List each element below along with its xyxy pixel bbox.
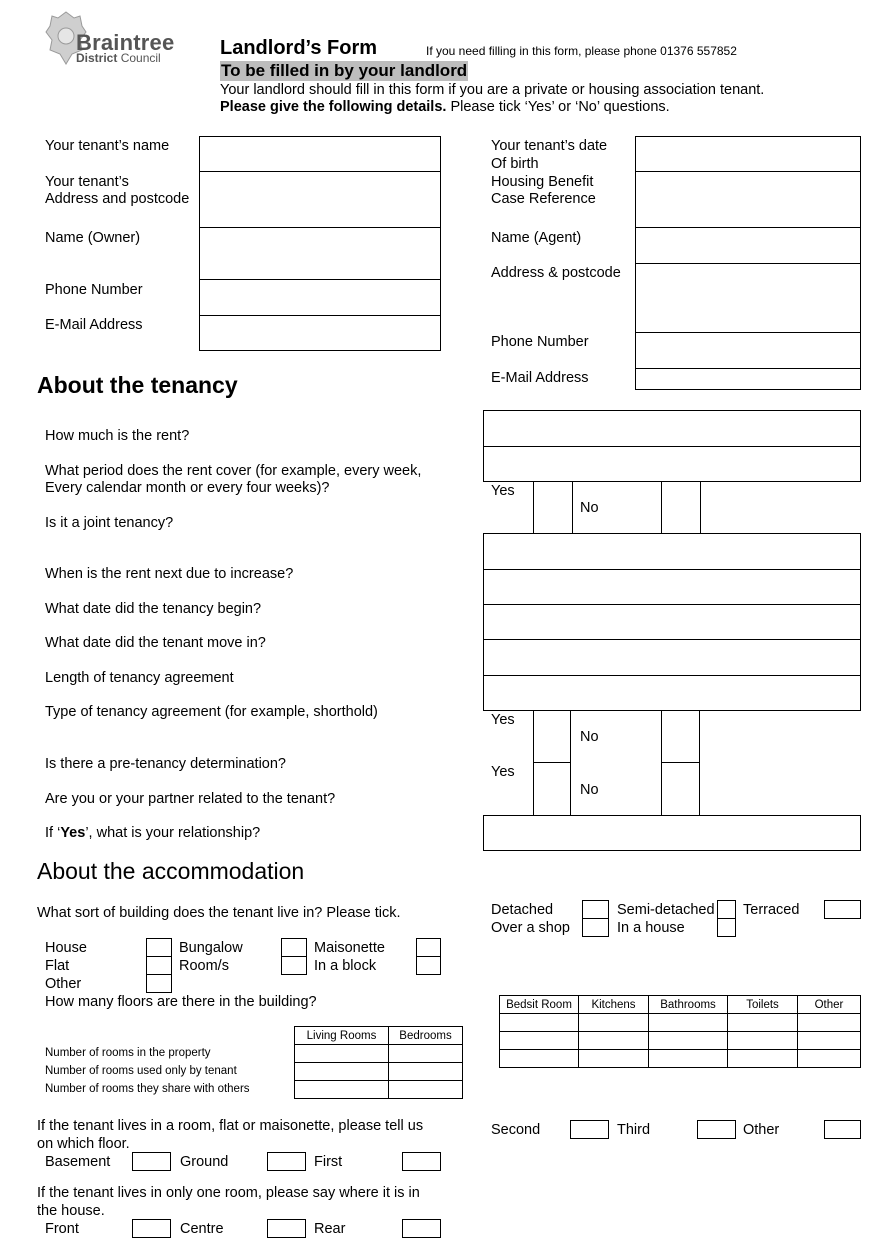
label-agent-phone: Phone Number (491, 334, 589, 350)
length-field[interactable] (483, 639, 861, 676)
label-rooms-shared: Number of rooms they share with others (45, 1083, 250, 1095)
house-checkbox[interactable] (146, 938, 172, 957)
in-house-checkbox[interactable] (717, 918, 736, 937)
intro-text: Your landlord should fill in this form if you are a private or housing association tenant. (220, 82, 765, 98)
first-checkbox[interactable] (402, 1152, 441, 1171)
rooms-cell[interactable] (295, 1045, 389, 1063)
label-basement: Basement (45, 1154, 111, 1170)
label-in-house: In a house (617, 920, 685, 936)
label-second: Second (491, 1122, 541, 1138)
instruction-rest: Please tick ‘Yes’ or ‘No’ questions. (446, 99, 670, 115)
label-third: Third (617, 1122, 651, 1138)
label-bungalow: Bungalow (179, 940, 243, 956)
facilities-cell[interactable] (728, 1032, 798, 1050)
move-in-field[interactable] (483, 604, 861, 640)
other-type-checkbox[interactable] (146, 974, 172, 993)
period-field[interactable] (483, 446, 861, 482)
rent-field[interactable] (483, 410, 861, 447)
label-hb-2: Case Reference (491, 191, 596, 207)
label-room-question-2: the house. (37, 1203, 105, 1219)
related-no-checkbox[interactable] (661, 762, 700, 815)
label-increase: When is the rent next due to increase? (45, 566, 294, 582)
label-dob-2: Of birth (491, 156, 539, 172)
terraced-checkbox[interactable] (824, 900, 861, 919)
form-subtitle: To be filled in by your landlord (221, 61, 468, 80)
label-hb-1: Housing Benefit (491, 174, 594, 190)
facilities-cell[interactable] (798, 1014, 861, 1032)
related-yes-label: Yes (491, 764, 515, 780)
facilities-cell[interactable] (500, 1014, 579, 1032)
label-floor-question-2: on which floor. (37, 1136, 130, 1152)
facilities-cell[interactable] (579, 1050, 649, 1068)
owner-phone-field[interactable] (199, 279, 441, 316)
tenant-name-field[interactable] (199, 136, 441, 172)
other-floor-checkbox[interactable] (824, 1120, 861, 1139)
facilities-header-toilets: Toilets (728, 996, 798, 1014)
facilities-cell[interactable] (500, 1032, 579, 1050)
council-logo (44, 10, 184, 66)
facilities-cell[interactable] (728, 1050, 798, 1068)
determination-no-label: No (580, 729, 599, 745)
label-period-1: What period does the rent cover (for example, every week, (45, 463, 422, 479)
rooms-checkbox[interactable] (281, 956, 307, 975)
accommodation-heading: About the accommodation (37, 858, 305, 884)
form-title: Landlord’s Form (220, 37, 378, 59)
label-owner-name: Name (Owner) (45, 230, 141, 246)
label-front: Front (45, 1221, 79, 1237)
label-rear: Rear (314, 1221, 346, 1237)
label-relationship (45, 824, 260, 842)
label-tenant-name: Your tenant’s name (45, 138, 170, 154)
bungalow-checkbox[interactable] (281, 938, 307, 957)
label-owner-email: E-Mail Address (45, 317, 143, 333)
flat-checkbox[interactable] (146, 956, 172, 975)
facilities-cell[interactable] (579, 1014, 649, 1032)
label-rooms-property: Number of rooms in the property (45, 1047, 211, 1059)
related-yes-checkbox[interactable] (533, 762, 571, 815)
facilities-cell[interactable] (798, 1050, 861, 1068)
facilities-table (499, 995, 861, 1068)
determination-no-checkbox[interactable] (661, 710, 700, 763)
instruction-bold: Please give the following details. (220, 99, 447, 115)
label-agent-name: Name (Agent) (491, 230, 582, 246)
label-maisonette: Maisonette (314, 940, 385, 956)
label-building-question: What sort of building does the tenant live in? Please tick. (37, 905, 401, 921)
shop-checkbox[interactable] (582, 918, 609, 937)
agent-address-field[interactable] (635, 263, 861, 333)
rooms-cell[interactable] (389, 1063, 463, 1081)
facilities-cell[interactable] (500, 1050, 579, 1068)
label-centre: Centre (180, 1221, 224, 1237)
facilities-header-other: Other (798, 996, 861, 1014)
tenancy-heading: About the tenancy (37, 372, 238, 398)
logo-name: Braintree (76, 30, 175, 55)
label-ground: Ground (180, 1154, 229, 1170)
label-tenant-address-1: Your tenant’s (45, 174, 129, 190)
facilities-header-kitchens: Kitchens (579, 996, 649, 1014)
label-dob-1: Your tenant’s date (491, 138, 608, 154)
label-type: Type of tenancy agreement (for example, shorthold) (45, 704, 378, 720)
rooms-cell[interactable] (295, 1081, 389, 1099)
label-other-floor: Other (743, 1122, 780, 1138)
label-terraced: Terraced (743, 902, 800, 918)
label-rooms-tenant: Number of rooms used only by tenant (45, 1065, 237, 1077)
label-floors-question: How many floors are there in the building? (45, 994, 317, 1010)
relationship-post: ’, what is your relationship? (85, 825, 261, 841)
increase-field[interactable] (483, 533, 861, 570)
hb-reference-field[interactable] (635, 171, 861, 228)
label-block: In a block (314, 958, 377, 974)
label-flat: Flat (45, 958, 70, 974)
agent-phone-field[interactable] (635, 332, 861, 369)
rooms-header-living: Living Rooms (295, 1027, 389, 1045)
label-period-2: Every calendar month or every four weeks)? (45, 480, 330, 496)
begin-field[interactable] (483, 569, 861, 605)
relationship-field[interactable] (483, 815, 861, 851)
label-shop: Over a shop (491, 920, 570, 936)
facilities-cell[interactable] (649, 1032, 728, 1050)
facilities-header-bathrooms: Bathrooms (649, 996, 728, 1014)
basement-checkbox[interactable] (132, 1152, 171, 1171)
label-agent-address: Address & postcode (491, 265, 621, 281)
label-detached: Detached (491, 902, 554, 918)
joint-yes-checkbox[interactable] (533, 482, 573, 534)
label-floor-question-1: If the tenant lives in a room, flat or maisonette, please tell us (37, 1118, 424, 1134)
second-checkbox[interactable] (570, 1120, 609, 1139)
label-joint: Is it a joint tenancy? (45, 515, 174, 531)
instruction-text (220, 98, 670, 116)
phone-note: If you need filling in this form, please phone 01376 557852 (426, 44, 737, 58)
label-house: House (45, 940, 87, 956)
rear-checkbox[interactable] (402, 1219, 441, 1238)
semi-checkbox[interactable] (717, 900, 736, 919)
type-field[interactable] (483, 675, 861, 711)
ground-checkbox[interactable] (267, 1152, 306, 1171)
joint-yes-label: Yes (491, 483, 515, 499)
label-agent-email: E-Mail Address (491, 370, 589, 386)
logo-sub-council: Council (120, 51, 161, 65)
owner-name-field[interactable] (199, 227, 441, 280)
determination-yes-checkbox[interactable] (533, 710, 571, 763)
facilities-cell[interactable] (579, 1032, 649, 1050)
facilities-cell[interactable] (798, 1032, 861, 1050)
dob-field[interactable] (635, 136, 861, 172)
logo-sub (76, 51, 161, 65)
related-no-label: No (580, 782, 599, 798)
label-rooms: Room/s (179, 958, 229, 974)
relationship-yes: Yes (60, 825, 86, 841)
logo-sub-district: District (76, 51, 118, 65)
rooms-table (294, 1026, 463, 1099)
agent-email-field[interactable] (635, 368, 861, 390)
label-length: Length of tenancy agreement (45, 670, 234, 686)
front-checkbox[interactable] (132, 1219, 171, 1238)
label-tenant-address-2: Address and postcode (45, 191, 190, 207)
label-begin: What date did the tenancy begin? (45, 601, 262, 617)
label-rent: How much is the rent? (45, 428, 190, 444)
label-owner-phone: Phone Number (45, 282, 143, 298)
rooms-cell[interactable] (295, 1063, 389, 1081)
facilities-cell[interactable] (649, 1050, 728, 1068)
third-checkbox[interactable] (697, 1120, 736, 1139)
facilities-cell[interactable] (649, 1014, 728, 1032)
label-determination: Is there a pre-tenancy determination? (45, 756, 286, 772)
block-checkbox[interactable] (416, 956, 441, 975)
owner-email-field[interactable] (199, 315, 441, 351)
rooms-header-bedrooms: Bedrooms (389, 1027, 463, 1045)
facilities-cell[interactable] (728, 1014, 798, 1032)
relationship-pre: If ‘ (45, 825, 61, 841)
label-room-question-1: If the tenant lives in only one room, please say where it is in (37, 1185, 420, 1201)
rooms-cell[interactable] (389, 1081, 463, 1099)
label-related: Are you or your partner related to the tenant? (45, 791, 336, 807)
joint-no-label: No (580, 500, 599, 516)
centre-checkbox[interactable] (267, 1219, 306, 1238)
facilities-header-bedsit: Bedsit Room (500, 996, 579, 1014)
label-first: First (314, 1154, 343, 1170)
agent-name-field[interactable] (635, 227, 861, 264)
label-move-in: What date did the tenant move in? (45, 635, 266, 651)
determination-yes-label: Yes (491, 712, 515, 728)
tenant-address-field[interactable] (199, 171, 441, 228)
joint-no-checkbox[interactable] (661, 482, 701, 534)
maisonette-checkbox[interactable] (416, 938, 441, 957)
detached-checkbox[interactable] (582, 900, 609, 919)
label-other-type: Other (45, 976, 82, 992)
label-semi: Semi-detached (617, 902, 715, 918)
rooms-cell[interactable] (389, 1045, 463, 1063)
